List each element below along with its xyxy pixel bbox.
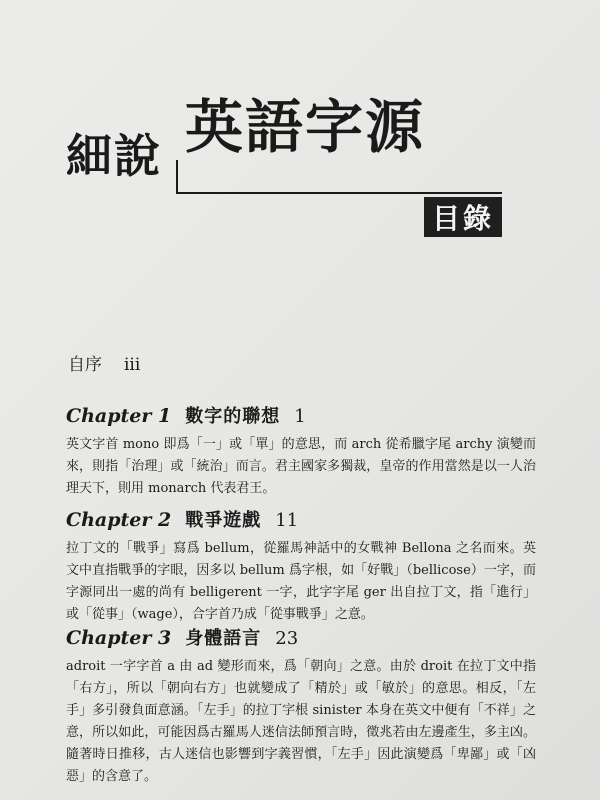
chapter-number: Chapter 2 bbox=[66, 509, 172, 531]
chapter-page: 11 bbox=[275, 510, 299, 531]
chapter-page: 23 bbox=[275, 628, 299, 649]
table-of-contents-label: 目錄 bbox=[424, 197, 502, 237]
title-divider-vertical bbox=[176, 160, 178, 194]
chapter-summary: 英文字首 mono 即爲「一」或「單」的意思，而 arch 從希臘字尾 archy 演變而來，則指「治理」或「統治」而言。君主國家多獨裁，皇帝的作用當然是以一人治理天下，則用 monarch 代表君王。 bbox=[66, 437, 536, 496]
chapter-number: Chapter 1 bbox=[66, 405, 172, 427]
chapter-heading bbox=[66, 402, 536, 428]
chapter-entry-3 bbox=[66, 624, 536, 788]
chapter-heading bbox=[66, 506, 536, 532]
preface-label: 自序 bbox=[68, 355, 102, 375]
preface-page: iii bbox=[124, 355, 141, 375]
title-divider bbox=[176, 192, 502, 194]
chapter-title: 戰爭遊戲 bbox=[185, 510, 262, 531]
chapter-heading bbox=[66, 624, 536, 650]
chapter-title: 身體語言 bbox=[185, 628, 262, 649]
chapter-number: Chapter 3 bbox=[66, 627, 172, 649]
chapter-summary: 拉丁文的「戰爭」寫爲 bellum，從羅馬神話中的女戰神 Bellona 之名而來。英文中直指戰爭的字眼，因多以 bellum 爲字根，如「好戰」（bellicose）一字，而字源同出一處的尚有 belligerent 一字，此字字尾 ger 出自拉丁文，指「進行」或「從事」（wage），合字首乃成「從事戰爭」之意。 bbox=[66, 541, 536, 622]
chapter-entry-1 bbox=[66, 402, 536, 500]
book-title-part2: 英語字源 bbox=[185, 93, 426, 161]
book-title-part1: 細說 bbox=[66, 129, 162, 183]
chapter-summary: adroit 一字字首 a 由 ad 變形而來，爲「朝向」之意。由於 droit 在拉丁文中指「右方」，所以「朝向右方」也就變成了「精於」或「敏於」的意思。相反，「左手」多引發負面意涵。「左手」的拉丁字根 sinister 本身在英文中便有「不祥」之意，所以如此，可能因爲古羅馬人迷信法師預言時，徵兆若由左邊產生，多主凶。隨著時日推移，古人迷信也影響到字義習慣，「左手」因此演變爲「卑鄙」或「凶惡」的含意了。 bbox=[66, 659, 536, 784]
chapter-title: 數字的聯想 bbox=[185, 406, 281, 427]
chapter-page: 1 bbox=[294, 406, 306, 427]
chapter-entry-2 bbox=[66, 506, 536, 626]
preface-entry bbox=[68, 350, 140, 375]
